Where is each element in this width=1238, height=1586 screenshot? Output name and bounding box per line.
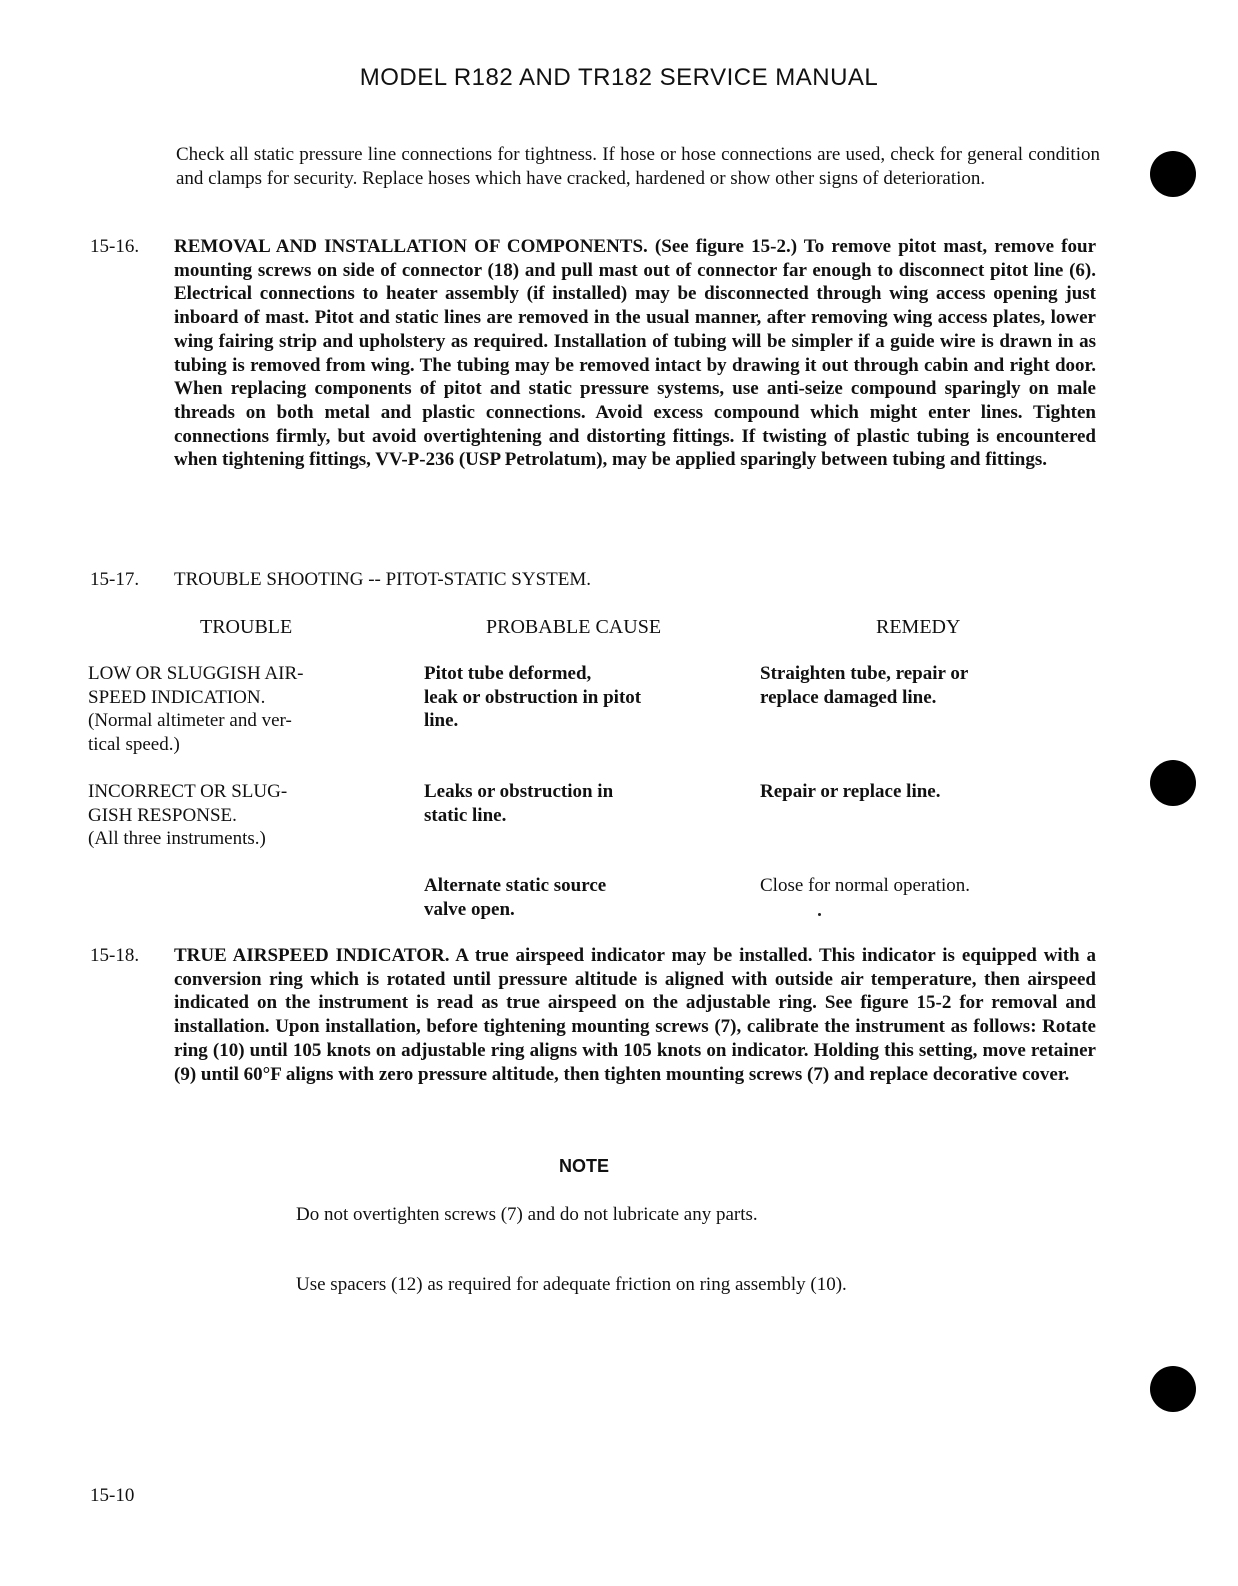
column-header-trouble: TROUBLE xyxy=(200,616,293,638)
scan-speck xyxy=(818,913,821,916)
column-header-remedy: REMEDY xyxy=(876,616,961,638)
table-cell-cause: Leaks or obstruction in static line. xyxy=(424,781,614,826)
note-paragraph: Do not overtighten screws (7) and do not lubricate any parts. xyxy=(296,1204,758,1225)
table-cell-trouble: LOW OR SLUGGISH AIR- SPEED INDICATION. (Normal altimeter and ver- tical speed.) xyxy=(88,663,304,756)
table-cell-remedy: Close for normal operation. xyxy=(760,875,971,896)
table-cell-cause: Alternate static source valve open. xyxy=(424,875,607,920)
table-cell-remedy: Straighten tube, repair or replace damaged line. xyxy=(760,663,969,708)
section-body-15-16: REMOVAL AND INSTALLATION OF COMPONENTS. (See figure 15-2.) To remove pitot mast, remove four mounting screws on side of connector (18) and pull mast out of connector far enough to disconnect pitot line (6). Electrical connections to heater assembly (if installed) may be disconnected through wing access opening just inboard of mast. Pitot and static lines are removed in the usual manner, after removing wing access plates, lower wing fairing strip and upholstery as required. Installation of tubing will be simpler if a guide wire is drawn in as tubing is removed from wing. The tubing may be removed intact by drawing it out through cabin and right door. When replacing components of pitot and static pressure systems, use anti-seize compound sparingly on male threads on both metal and plastic connections. Avoid excess compound which might enter lines. Tighten connections firmly, but avoid overtightening and distorting fittings. If twisting of plastic tubing is encountered when tightening fittings, VV-P-236 (USP Petrolatum), may be applied sparingly between tubing and fittings. xyxy=(174,236,1096,471)
page-title: MODEL R182 AND TR182 SERVICE MANUAL xyxy=(359,64,879,91)
note-paragraph: Use spacers (12) as required for adequate friction on ring assembly (10). xyxy=(296,1274,847,1295)
table-cell-trouble: INCORRECT OR SLUG- GISH RESPONSE. (All three instruments.) xyxy=(88,781,288,850)
binder-hole-bottom xyxy=(1150,1366,1196,1412)
table-cell-cause: Pitot tube deformed, leak or obstruction in pitot line. xyxy=(424,663,642,732)
section-number-15-16: 15-16. xyxy=(90,236,140,257)
section-body-15-18: TRUE AIRSPEED INDICATOR. A true airspeed indicator may be installed. This indicator is equipped with a conversion ring which is rotated until pressure altitude is aligned with outside air temperature, then airspeed indicated on the instrument is read as true airspeed on the adjustable ring. See figure 15-2 for removal and installation. Upon installation, before tightening mounting screws (7), calibrate the instrument as follows: Rotate ring (10) until 105 knots on adjustable ring aligns with 105 knots on indicator. Holding this setting, move retainer (9) until 60°F aligns with zero pressure altitude, then tighten mounting screws (7) and replace decorative cover. xyxy=(174,945,1096,1085)
column-header-probable-cause: PROBABLE CAUSE xyxy=(486,616,662,638)
section-number-15-18: 15-18. xyxy=(90,945,140,966)
binder-hole-top xyxy=(1150,151,1196,197)
note-title: NOTE xyxy=(558,1156,609,1176)
intro-paragraph: Check all static pressure line connections for tightness. If hose or hose connections are used, check for general condition and clamps for security. Replace hoses which have cracked, hardened or show other signs of deterioration. xyxy=(176,144,1100,189)
section-number-15-17: 15-17. xyxy=(90,569,140,590)
table-cell-remedy: Repair or replace line. xyxy=(760,781,941,802)
binder-hole-middle xyxy=(1150,760,1196,806)
page-number: 15-10 xyxy=(90,1485,135,1506)
section-heading-15-17: TROUBLE SHOOTING -- PITOT-STATIC SYSTEM. xyxy=(174,569,592,590)
